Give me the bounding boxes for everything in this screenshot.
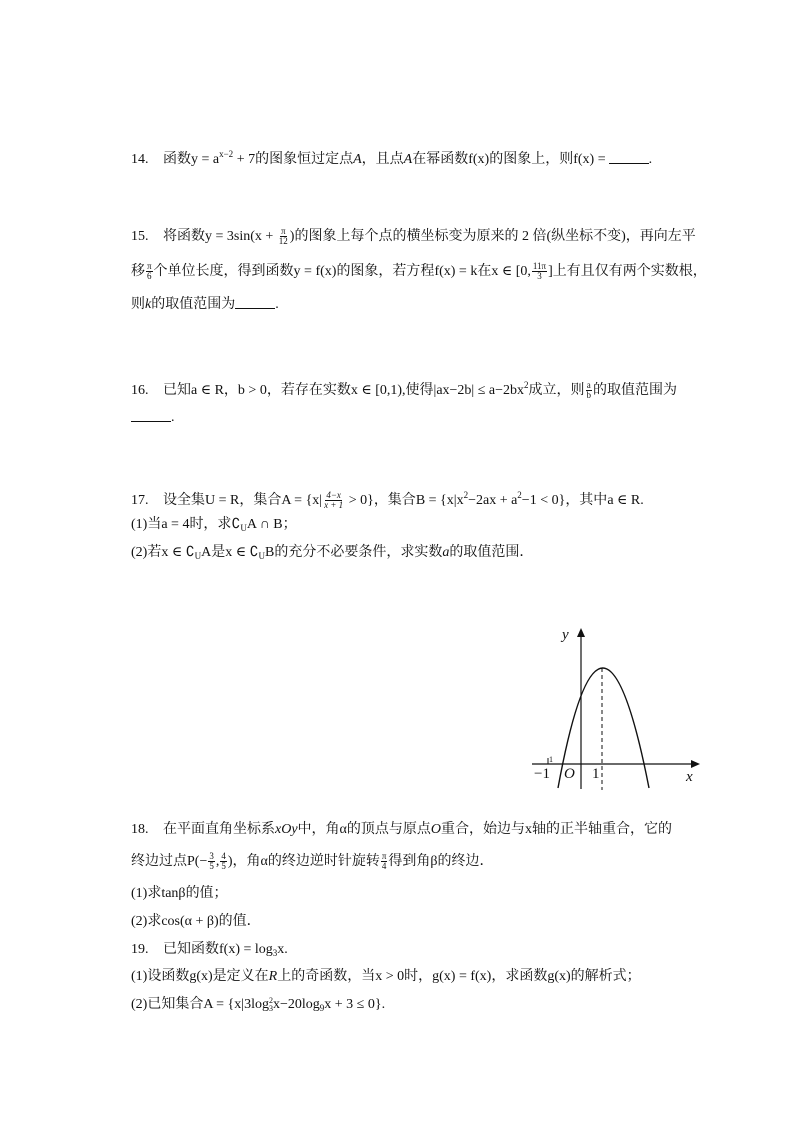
question-15-line-2: 移 $\frac{\pi}{6}$ 个单位长度，得到函数y = f(x)的图象，若方程f(x) = k在x ∈ [0, $\frac{11\pi}{3}$ ]上有且仅有两个实数根， [131, 261, 707, 282]
question-15: 15. 将函数y = 3sin(x + $\frac{\pi}{12}$ )的图象上每个点的横坐标变为原来的 2 倍(纵坐标不变)，再向左平 [131, 226, 696, 247]
parabola-graph [528, 624, 708, 794]
question-18: 18. 在平面直角坐标系xOy中，角α的顶点与原点O重合，始边与x轴的正半轴重合，它的 [131, 820, 672, 840]
fraction: $\frac{\pi}{6}$ [147, 261, 152, 282]
x-axis-label: x [686, 769, 693, 785]
question-number: 18. [131, 822, 149, 837]
question-15-line-3: 则k的取值范围为 . [131, 297, 279, 312]
x-axis-arrow [691, 760, 700, 768]
one-label: 1 [592, 766, 600, 782]
fraction: $\frac{4}{5}$ [221, 851, 226, 872]
question-18-part-2: (2)求cos(α + β)的值． [131, 914, 261, 929]
answer-blank[interactable] [131, 409, 171, 422]
y-axis-label: y [562, 627, 569, 643]
fraction: $\frac{3}{5}$ [209, 851, 214, 872]
answer-blank[interactable] [609, 151, 649, 164]
fraction: $\frac{11\pi}{3}$ [532, 261, 547, 282]
fraction: $\frac{\pi}{12}$ [278, 226, 288, 247]
question-17-part-1: (1)当a = 4时，求$∁_UA$ ∩ B； [131, 517, 297, 533]
question-number: 19. [131, 942, 149, 957]
question-19-part-2: (2)已知集合A = {x|3log 2 3 $x-20\log_9x + 3 \le 0$}. [131, 995, 386, 1013]
y-tick-label: 1 [549, 755, 553, 764]
question-number: 16. [131, 383, 149, 398]
question-number: 14. [131, 152, 149, 167]
question-17: 17. 设全集U = R，集合A = {x| $\frac{4-x}{x + 1}$ > 0}，集合$B = \{x|x^2-2ax + a^2-1 < 0\}$，其中a ∈ R. [131, 490, 644, 511]
question-14: 14. 函数$y = a^{x-2} + 7$的图象恒过定点A，且点A在幂函数f(x)的图象上，则f(x) = . [131, 144, 652, 170]
origin-label: O [564, 766, 575, 782]
answer-blank[interactable] [235, 296, 275, 309]
question-17-part-2: (2)若x ∈ $∁_UA$是x ∈ $∁_UB$的充分不必要条件，求实数a的取值范围． [131, 545, 534, 561]
fraction: $\frac{\pi}{4}$ [381, 851, 387, 872]
question-19: 19. 已知函数$f(x) = \log_3x$. [131, 942, 288, 958]
question-18-line-2: 终边过点P(− $\frac{3}{5}$ , $\frac{4}{5}$ )，角α的终边逆时针旋转 $\frac{\pi}{4}$ 得到角β的终边． [131, 851, 494, 872]
fraction: $\frac{4-x}{x + 1}$ [324, 490, 344, 511]
question-19-part-1: (1)设函数g(x)是定义在R上的奇函数，当x > 0时，g(x) = f(x)，求函数g(x)的解析式； [131, 969, 641, 984]
question-16: 16. 已知a ∈ R，b > 0，若存在实数x ∈ [0,1),使得$|ax-2b| \le a-2bx^2$成立，则 $\frac{a}{b}$ 的取值范围为 [131, 380, 678, 401]
question-number: 15. [131, 229, 149, 244]
question-18-part-1: (1)求tanβ的值； [131, 886, 228, 901]
question-16-line-2: . [131, 408, 175, 428]
y-axis-arrow [577, 628, 585, 637]
question-number: 17. [131, 493, 149, 508]
fraction: $\frac{a}{b}$ [586, 380, 592, 401]
neg-one-label: −1 [534, 766, 550, 782]
